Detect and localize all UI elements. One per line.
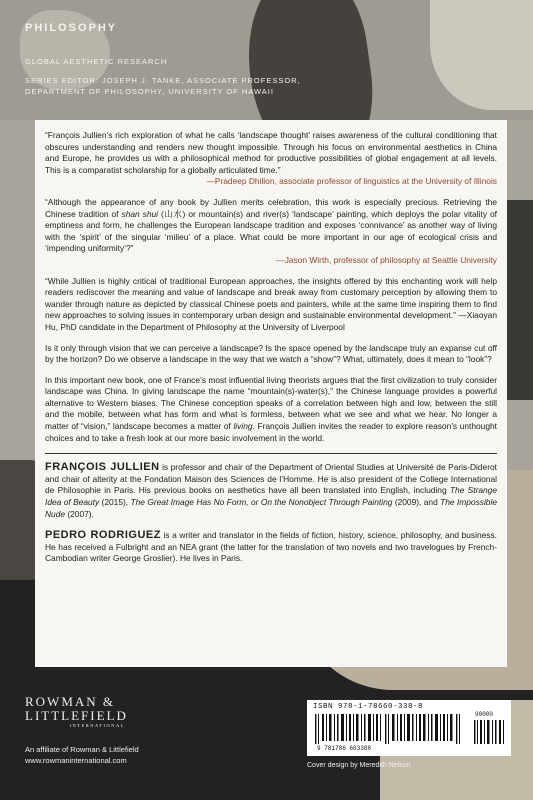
series-name: GLOBAL AESTHETIC RESEARCH: [25, 57, 168, 66]
text-panel: [35, 120, 507, 667]
bio-text: is a writer and translator in the fields of fiction, history, science, philosophy, and business. He has received a Fulbright and an NEA grant (the latter for the translation of two novels and two travelogues by French-Cambodian writer George Groslier). He lives in Paris.: [45, 530, 497, 564]
barcode-box: [307, 700, 511, 756]
description-text: François Jullien invites the reader to explore reason’s unthought choices and to take a fresh look at our more basic involvement in the world.: [45, 421, 497, 443]
logo-line: INTERNATIONAL: [69, 723, 125, 728]
blurb-text: (山水) or mountain(s) and river(s) ‘landscape’ painting, which deploys the polar vitality of emptiness and form, he challenges the European landscape tradition and exposes ‘connivance’ as another way of living with the ‘spirit’ of the singular ‘milieu’ of a place. What could be more important in our age of ecological crisis and ‘impending uniformity’?”: [45, 208, 497, 254]
blurb-author: —Pradeep Dhillon: [206, 176, 275, 187]
series-header: [25, 22, 301, 97]
series-editor-line: SERIES EDITOR: JOSEPH J. TANKE, ASSOCIATE PROFESSOR,: [25, 76, 301, 85]
series-editor-line: DEPARTMENT OF PHILOSOPHY, UNIVERSITY OF HAWAII: [25, 87, 274, 96]
divider: [45, 453, 497, 454]
book-title: The Strange Idea of Beauty: [45, 485, 497, 508]
bio-text: (2009), and: [392, 497, 441, 508]
publisher-info: [25, 744, 139, 766]
publisher-logo: [25, 695, 128, 728]
description-paragraph: [45, 375, 497, 445]
description-italic: living.: [233, 421, 255, 432]
blurb-attribution: [45, 255, 497, 267]
bio-text: is professor and chair of the Department of Oriental Studies at Université de Paris-Diderot and chair of alterity at the Fondation Maison des Sciences de l’Homme. He is also president of the College International de Philosophie in Paris. His previous books on aesthetics have all been translated into English, including: [45, 462, 497, 496]
description-paragraph: Is it only through vision that we can perceive a landscape? Is the space opened by the landscape truly an expanse cut off by the horizon? Do we observe a landscape in the way that we watch a “show”? What, ultimately, does it mean to “look”?: [45, 342, 497, 365]
bio-text: (2015),: [99, 497, 131, 508]
barcode-icon: [313, 714, 463, 744]
translator-name: PEDRO RODRIGUEZ: [45, 529, 161, 542]
barcode-addon-number: 90000: [475, 711, 494, 718]
blurb: [45, 276, 497, 334]
publisher-website: www.rowmaninternational.com: [25, 756, 127, 765]
blurb-text: “Although the appearance of any book by Jullien merits celebration, this work is especially precious. Retrieving the Chinese tradition of: [45, 196, 497, 219]
blurb: [45, 197, 497, 267]
barcode-number: 9 781786 603388: [317, 745, 372, 752]
blurb: [45, 130, 497, 188]
blurb-role: , associate professor of linguistics at the University of Illinois: [274, 176, 497, 187]
blurb-text: “While Jullien is highly critical of traditional European approaches, the insights offered by this enchanting work will help readers rediscover the meaning and value of landscape and break away from customary perception by allowing them to wander through nature as depicted by classical Chinese poets and painters, while at the same time inspiring them to find new approaches to solving issues in contemporary urban design and sustainable environmental development.”: [45, 275, 497, 321]
translator-bio: [45, 530, 497, 565]
blurb-role: , professor of philosophy at Seattle University: [328, 254, 497, 265]
bio-text: (2007).: [65, 508, 94, 519]
author-name: FRANÇOIS JULLIEN: [45, 461, 160, 474]
affiliate-text: An affiliate of Rowman & Littlefield: [25, 745, 139, 754]
blurb-italic: shan shui: [121, 208, 159, 219]
author-bio: [45, 462, 497, 520]
cover-credit: Cover design by Meredith Nelson: [307, 762, 411, 769]
barcode-addon-icon: [473, 720, 505, 744]
logo-line: LITTLEFIELD: [25, 708, 128, 723]
isbn-text: ISBN 978-1-78660-338-8: [313, 703, 424, 711]
description-text: In this important new book, one of France’s most influential living theorists argues that the first civilization to truly consider landscape was China. In giving landscape the name “mountain(s)-water(s),” the Chinese language provides a powerful alternative to Western biases. The Chinese conception speaks of a correlation between high and low, between the still and the mobile, between what has form and what is formless, between what we see and what we hear. No longer a matter of “vision,” landscape becomes a matter of: [45, 374, 497, 432]
logo-line: ROWMAN &: [25, 694, 116, 709]
category-label: PHILOSOPHY: [25, 22, 118, 34]
book-title: The Great Image Has No Form, or On the Nonobject Through Painting: [130, 497, 393, 508]
blurb-attribution: [45, 176, 497, 188]
blurb-author: —Jason Wirth: [276, 254, 329, 265]
blurb-author: —Xiaoyan Hu: [45, 310, 497, 332]
book-title: The Impossible Nude: [45, 497, 497, 519]
blurb-text: “François Jullien’s rich exploration of what he calls ‘landscape thought’ raises awareness of the cultural conditioning that obscures understanding and renders new thought impossible. Through his focus on environmental aesthetics in China and Europe, he provides us with a philosophical method for productive possibilities of global engagement at all levels. This is a comparatist scholarship for a globally articulated time.”: [45, 130, 497, 175]
blurb-role: , PhD candidate in the Department of Philosophy at the University of Liverpool: [55, 321, 345, 332]
